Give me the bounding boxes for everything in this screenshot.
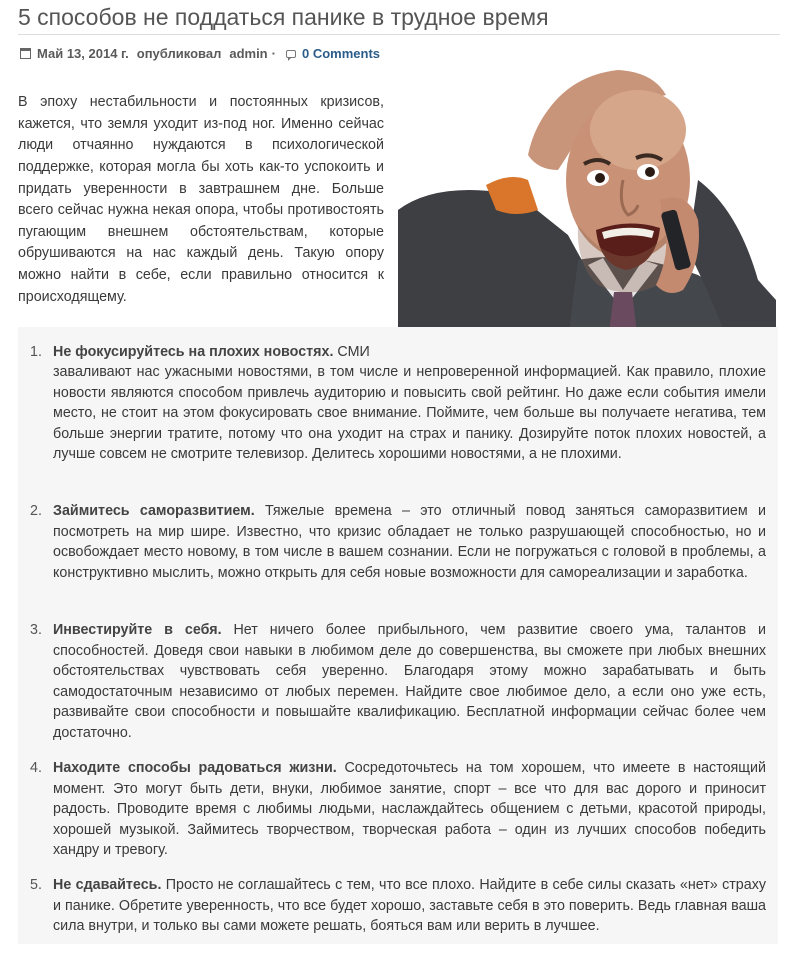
list-item-body: Нет ничего более прибыльного, чем развитие своего ума, талантов и способностей. Доведя свои навыки в любимом деле до совершенства, вы сможете при любых внешних обстоятельствах чувствовать себя уверенно. Благодаря этому можно зарабатывать и быть самодостаточным независимо от любых перемен. Найдите свое любимое дело, а если оно уже есть, развивайте свои способности и повышайте квалификацию. Бесплатной информации сейчас более чем достаточно. (53, 622, 766, 741)
list-item-number: 3. (30, 622, 42, 638)
list-item-body: Тяжелые времена – это отличный повод заняться саморазвитием и посмотреть на мир шире. Известно, что кризис обладает не только разрушающей способностью, но и освобождает место новому, в том числе в вашем сознании. Если не погружаться с головой в проблемы, а конструктивно мыслить, можно открыть для себя новые возможности для самореализации и заработка. (53, 503, 766, 581)
meta-separator: · (271, 46, 276, 61)
list-item-number: 4. (30, 760, 42, 776)
post-meta (20, 46, 380, 61)
comment-bubble-icon (286, 50, 296, 58)
list-item-body: Просто не соглашайтесь с тем, что все плохо. Найдите в себе силы сказать «нет» страху и панике. Обретите уверенность, что все будет хорошо, заставьте себя в это поверить. Ведь главная ваша сила внутри, и только вы сами можете решать, бояться вам или верить в лучшее. (53, 877, 766, 934)
list-item-heading: Инвестируйте в себя. (53, 622, 222, 638)
list-item-heading: Не фокусируйтесь на плохих новостях. (53, 344, 334, 360)
list-item-heading: Находите способы радоваться жизни. (53, 760, 337, 776)
list-item-number: 5. (30, 877, 42, 893)
list-item-number: 1. (30, 344, 42, 360)
list-item-body: Сосредоточьтесь на том хорошем, что имеете в настоящий момент. Это могут быть дети, внуки, любимое занятие, спорт – все что для вас дорого и приносит радость. Проводите время с любимы людьми, наслаждайтесь общением с детьми, красотой природы, хорошей музыкой. Займитесь творчеством, творческая работа – один из лучших способов победить хандру и тревогу. (53, 760, 767, 858)
intro-paragraph: В эпоху нестабильности и постоянных кризисов, кажется, что земля уходит из-под ног. Именно сейчас люди отчаянно нуждаются в психологической поддержке, которая могла бы хоть как-то успокоить и придать уверенности в завтрашнем дне. Больше всего сейчас нужна некая опора, чтобы противостоять пугающим внешнем обстоятельствам, которые обрушиваются на нас каждый день. Такую опору можно найти в себе, если правильно относится к происходящему. (18, 94, 384, 305)
list-item-text (53, 501, 766, 583)
author-label: опубликовал (136, 46, 222, 61)
list-item-text: заваливают нас ужасными новостями, в том числе и непроверенной информацией. Как правило, плохие новости являются способом привлечь аудиторию и повысить свой рейтинг. Но даже если события имели место, не стоит на этом фокусировать свое внимание. Поймите, чем больше вы получаете негатива, тем больше энергии тратите, потому что она уходит на страх и панику. Дозируйте поток плохих новостей, а лучше совсем не смотрите телевизор. Делитесь хорошими новостями, а не плохими. (53, 364, 766, 462)
post-date: Май 13, 2014 г. (37, 46, 129, 61)
author-link[interactable]: admin (229, 46, 268, 61)
list-item-text (53, 875, 766, 937)
list-item-lead: СМИ (337, 344, 370, 360)
tips-panel (18, 327, 778, 944)
list-item-heading: Займитесь саморазвитием. (53, 503, 255, 519)
panicked-man-illustration (398, 60, 776, 341)
list-item-text (53, 620, 766, 743)
list-item-text (53, 758, 766, 861)
list-item-number: 2. (30, 503, 42, 519)
comments-link[interactable]: 0 Comments (301, 46, 381, 61)
article-title: 5 способов не поддаться панике в трудное время (18, 2, 780, 35)
list-item-first-line (53, 342, 393, 363)
calendar-icon (20, 48, 31, 59)
article-photo (398, 60, 776, 341)
list-item-heading: Не сдавайтесь. (53, 877, 162, 893)
